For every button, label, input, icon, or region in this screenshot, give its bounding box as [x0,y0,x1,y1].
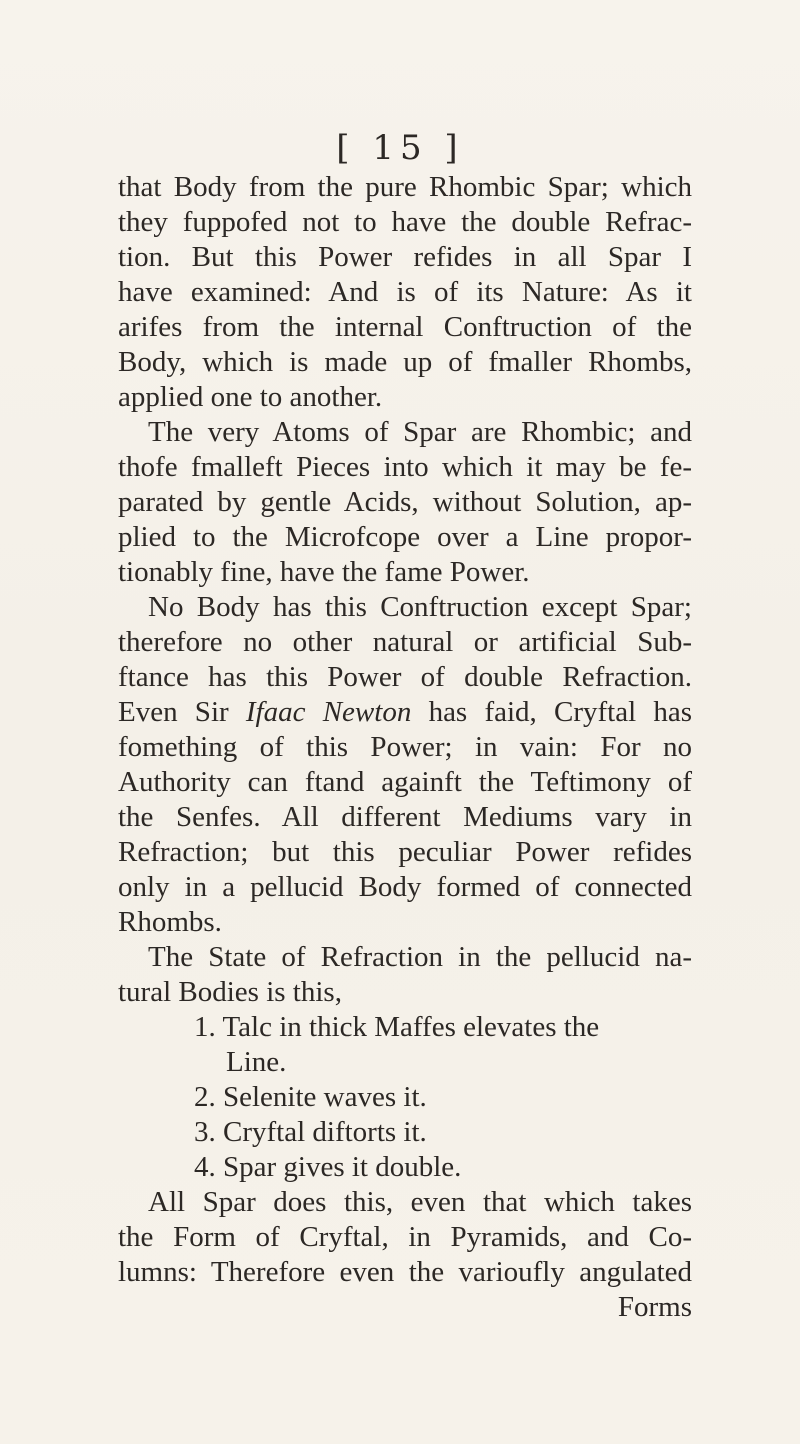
even-sir-text: Even Sir [118,696,229,728]
page-number: [ 15 ] [336,128,464,168]
text-line: thofe fmalleft Pieces into which it may be fe- [118,451,692,483]
text-line: fomething of this Power; in vain: For no [118,731,692,763]
text-line: All Spar does this, even that which takes [148,1186,692,1218]
text-line: therefore no other natural or artificial Sub- [118,626,692,658]
text-line: that Body from the pure Rhombic Spar; which [118,171,692,203]
list-item: 1. Talc in thick Maffes elevates the [194,1011,600,1043]
list-item: 3. Cryftal diftorts it. [194,1116,427,1148]
text-line: tion. But this Power refides in all Spar I [118,241,692,273]
text-line: lumns: Therefore even the varioufly angulated [118,1256,692,1288]
text-line: only in a pellucid Body formed of connected [118,871,692,903]
text-line: have examined: And is of its Nature: As it [118,276,692,308]
text-line: Refraction; but this peculiar Power refides [118,836,692,868]
text-fragment: has faid, Cryftal has [428,696,693,728]
text-line: tural Bodies is this, [118,976,342,1008]
text-line: parated by gentle Acids, without Solution, ap- [118,486,692,518]
text-line: Rhombs. [118,906,222,938]
text-line: tionably fine, have the fame Power. [118,556,530,588]
text-line: the Form of Cryftal, in Pyramids, and Co- [118,1221,692,1253]
text-line: the Senfes. All different Mediums vary in [118,801,692,833]
text-line: plied to the Microfcope over a Line propor- [118,521,692,553]
list-item-continuation: Line. [226,1046,287,1078]
text-line: The very Atoms of Spar are Rhombic; and [148,416,692,448]
text-line: Body, which is made up of fmaller Rhombs, [118,346,692,378]
list-item: 2. Selenite waves it. [194,1081,427,1113]
catchword: Forms [617,1291,692,1323]
list-item: 4. Spar gives it double. [194,1151,462,1183]
text-line: arifes from the internal Conftruction of the [118,311,692,343]
isaac-newton-name: Ifaac Newton [245,696,412,728]
text-line: The State of Refraction in the pellucid na- [148,941,692,973]
text-line: Authority can ftand againft the Teftimony of [118,766,692,798]
text-line-newton [118,695,692,730]
text-line: No Body has this Conftruction except Spar; [148,591,692,623]
text-line: they fuppofed not to have the double Refrac- [118,206,692,238]
text-line: ftance has this Power of double Refraction. [118,661,692,693]
text-line: applied one to another. [118,381,383,413]
body-text [118,170,692,1325]
